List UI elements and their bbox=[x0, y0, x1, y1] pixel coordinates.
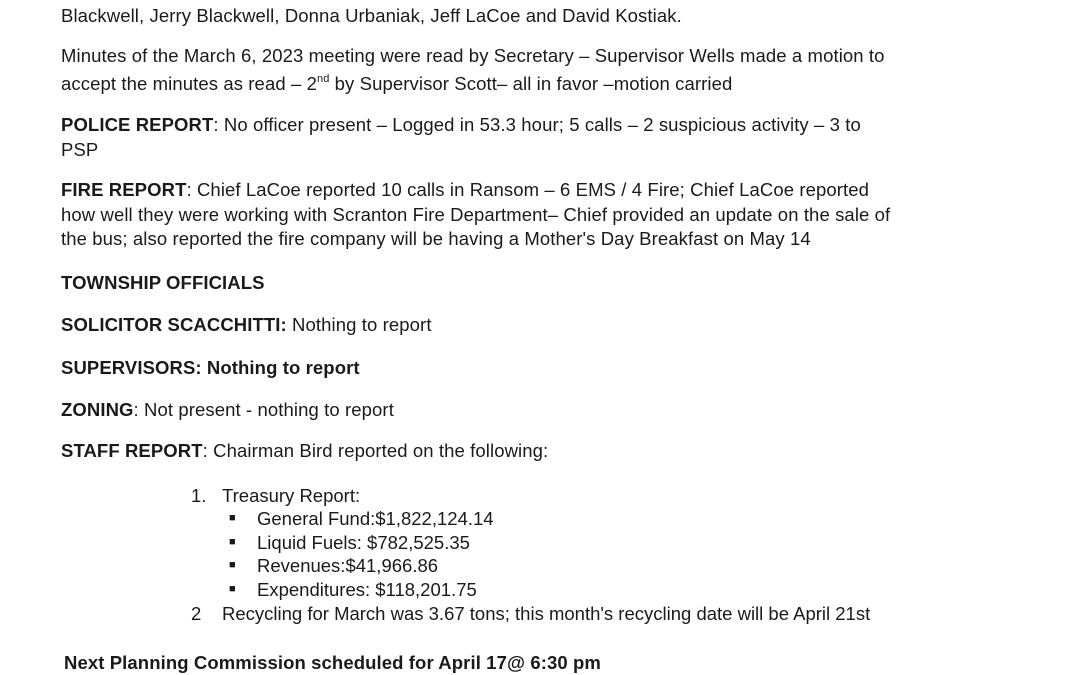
township-officials-heading: TOWNSHIP OFFICIALS bbox=[61, 272, 265, 293]
zoning-text: : Not present - nothing to report bbox=[133, 399, 394, 420]
bullet-icon: ■ bbox=[229, 512, 236, 524]
minutes-line-2-end: by Supervisor Scott– all in favor –motion carried bbox=[329, 73, 733, 94]
ordinal-suffix: nd bbox=[316, 72, 330, 85]
supervisors-line: SUPERVISORS: Nothing to report bbox=[61, 357, 360, 378]
bullet-icon: ■ bbox=[229, 559, 236, 571]
revenues-item: Revenues:$41,966.86 bbox=[257, 555, 439, 576]
solicitor-heading: SOLICITOR SCACCHITTI: bbox=[61, 314, 287, 335]
zoning-line bbox=[61, 398, 394, 421]
fire-report-line-3: the bus; also reported the fire company will be having a Mother's Day Breakfast on May 14 bbox=[61, 228, 811, 249]
expenditures-item: Expenditures: $118,201.75 bbox=[257, 579, 477, 600]
fire-report-heading: FIRE REPORT bbox=[61, 179, 187, 200]
zoning-heading: ZONING bbox=[61, 399, 134, 420]
police-report-line-1 bbox=[61, 113, 861, 136]
fire-report-line-1 bbox=[61, 178, 869, 201]
police-report-text: : No officer present – Logged in 53.3 hour; 5 calls – 2 suspicious activity – 3 to bbox=[213, 114, 861, 135]
solicitor-text: Nothing to report bbox=[286, 314, 432, 335]
bullet-icon: ■ bbox=[229, 536, 236, 548]
staff-report-heading: STAFF REPORT bbox=[61, 440, 203, 461]
minutes-line-2 bbox=[61, 72, 732, 95]
recycling-item: Recycling for March was 3.67 tons; this month's recycling date will be April 21st bbox=[222, 603, 871, 624]
police-report-heading: POLICE REPORT bbox=[61, 114, 214, 135]
fire-report-text: : Chief LaCoe reported 10 calls in Ransom – 6 EMS / 4 Fire; Chief LaCoe reported bbox=[186, 179, 870, 200]
staff-report-line bbox=[61, 439, 548, 462]
minutes-line-1: Minutes of the March 6, 2023 meeting were read by Secretary – Supervisor Wells made a motion to bbox=[61, 45, 885, 66]
solicitor-line bbox=[61, 313, 432, 336]
list-item-number: 2 bbox=[191, 603, 202, 624]
general-fund-item: General Fund:$1,822,124.14 bbox=[257, 508, 494, 529]
attendees-line: Blackwell, Jerry Blackwell, Donna Urbaniak, Jeff LaCoe and David Kostiak. bbox=[61, 5, 682, 26]
minutes-line-2-start: accept the minutes as read – 2 bbox=[61, 73, 317, 94]
liquid-fuels-item: Liquid Fuels: $782,525.35 bbox=[257, 532, 470, 553]
list-item-number: 1. bbox=[191, 485, 207, 506]
police-report-line-2: PSP bbox=[61, 139, 99, 160]
next-planning-commission: Next Planning Commission scheduled for April 17@ 6:30 pm bbox=[64, 652, 601, 673]
fire-report-line-2: how well they were working with Scranton Fire Department– Chief provided an update on the sale of bbox=[61, 204, 891, 225]
treasury-report-label: Treasury Report: bbox=[222, 485, 361, 506]
bullet-icon: ■ bbox=[229, 583, 236, 595]
staff-report-text: : Chairman Bird reported on the following: bbox=[202, 440, 549, 461]
